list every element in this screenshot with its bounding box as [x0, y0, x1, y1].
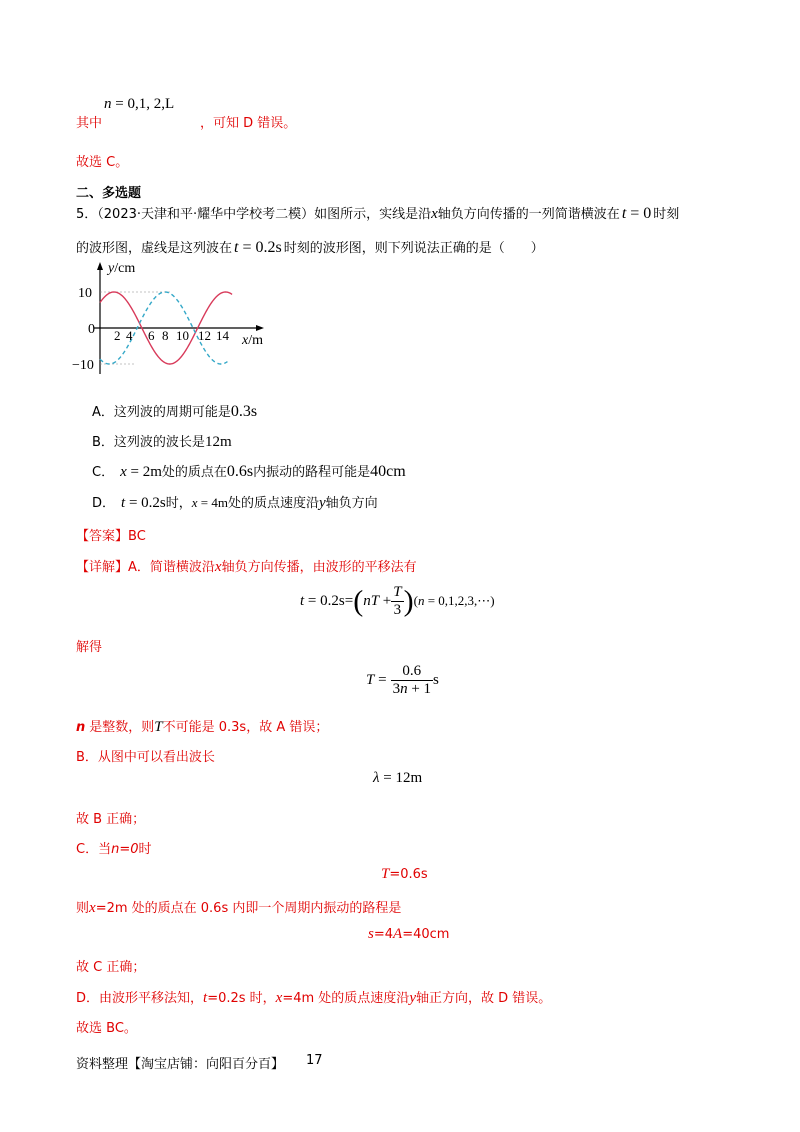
y-tick-10: 10 — [78, 286, 92, 301]
x-tick-14: 14 — [216, 328, 229, 343]
y-tick-0: 0 — [88, 322, 95, 337]
c-path-equation: s=4A=40cm — [368, 926, 450, 942]
c-period: T=0.6s — [381, 866, 428, 882]
equation-1: t = 0.2s=(nT + $\frac{T}{3}$ )(n = 0,1,2,3,⋯) — [300, 584, 495, 618]
y-tick-neg10: −10 — [72, 358, 94, 373]
c-correct: 故 C 正确； — [76, 960, 146, 975]
n-range-expression: n = 0,1, 2,L — [104, 96, 175, 112]
x-axis-label: x/m — [242, 333, 263, 348]
detail-c-line: C．当n=0时 — [76, 842, 152, 857]
y-axis-label: y/cm — [108, 261, 136, 276]
lambda-equation: λ = 12m — [373, 770, 423, 786]
wave-figure — [66, 256, 276, 382]
y-axis-arrow — [97, 262, 103, 270]
c-path-line: 则x=2m 处的质点在 0.6s 内即一个周期内振动的路程是 — [76, 900, 402, 916]
conclusion-line: 其中 ，可知 D 错误。 — [76, 116, 297, 131]
section-title: 二、多选题 — [76, 186, 142, 201]
equation-2: T = $\frac{0.6}{3n + 1}$ s — [366, 663, 439, 697]
footer-source: 资料整理【淘宝店铺：向阳百分百】 — [76, 1057, 285, 1072]
page-number: 17 — [306, 1053, 323, 1068]
question-line-2: 的波形图，虚线是这列波在 t = 0.2s 时刻的波形图，则下列说法正确的是（ ） — [76, 239, 544, 256]
b-correct: 故 B 正确； — [76, 812, 146, 827]
option-a: A．这列波的周期可能是0.3s — [92, 403, 258, 420]
final-answer: 故选 BC。 — [76, 1021, 137, 1036]
detail-d-line: D．由波形平移法知，t=0.2s 时，x=4m 处的质点速度沿y轴正方向，故 D 错误。 — [76, 990, 552, 1006]
x-tick-6: 6 — [148, 328, 155, 343]
x-tick-4: 4 — [126, 328, 133, 343]
question-line-1: 5．（2023·天津和平·耀华中学校考二模）如图所示，实线是沿x轴负方向传播的一列简谐横波在 t = 0 时刻 — [76, 205, 680, 222]
option-b: B．这列波的波长是12m — [92, 434, 232, 450]
detail-a-line: 【详解】A．简谐横波沿x轴负方向传播，由波形的平移法有 — [76, 559, 417, 575]
x-tick-10: 10 — [176, 328, 189, 343]
n-integer-line: n 是整数，则T不可能是 0.3s，故 A 错误； — [76, 719, 329, 735]
option-d: D． t = 0.2s时，x = 4m处的质点速度沿y轴负方向 — [92, 495, 378, 511]
answer-line: 【答案】BC — [76, 529, 146, 544]
choose-c: 故选 C。 — [76, 155, 129, 170]
x-axis-arrow — [256, 325, 264, 331]
solve-label: 解得 — [76, 640, 103, 655]
x-tick-2: 2 — [114, 328, 121, 343]
option-c: C． x = 2m处的质点在0.6s内振动的路程可能是40cm — [92, 463, 406, 480]
x-tick-12: 12 — [198, 328, 211, 343]
detail-b-line: B．从图中可以看出波长 — [76, 750, 215, 765]
x-tick-8: 8 — [162, 328, 169, 343]
